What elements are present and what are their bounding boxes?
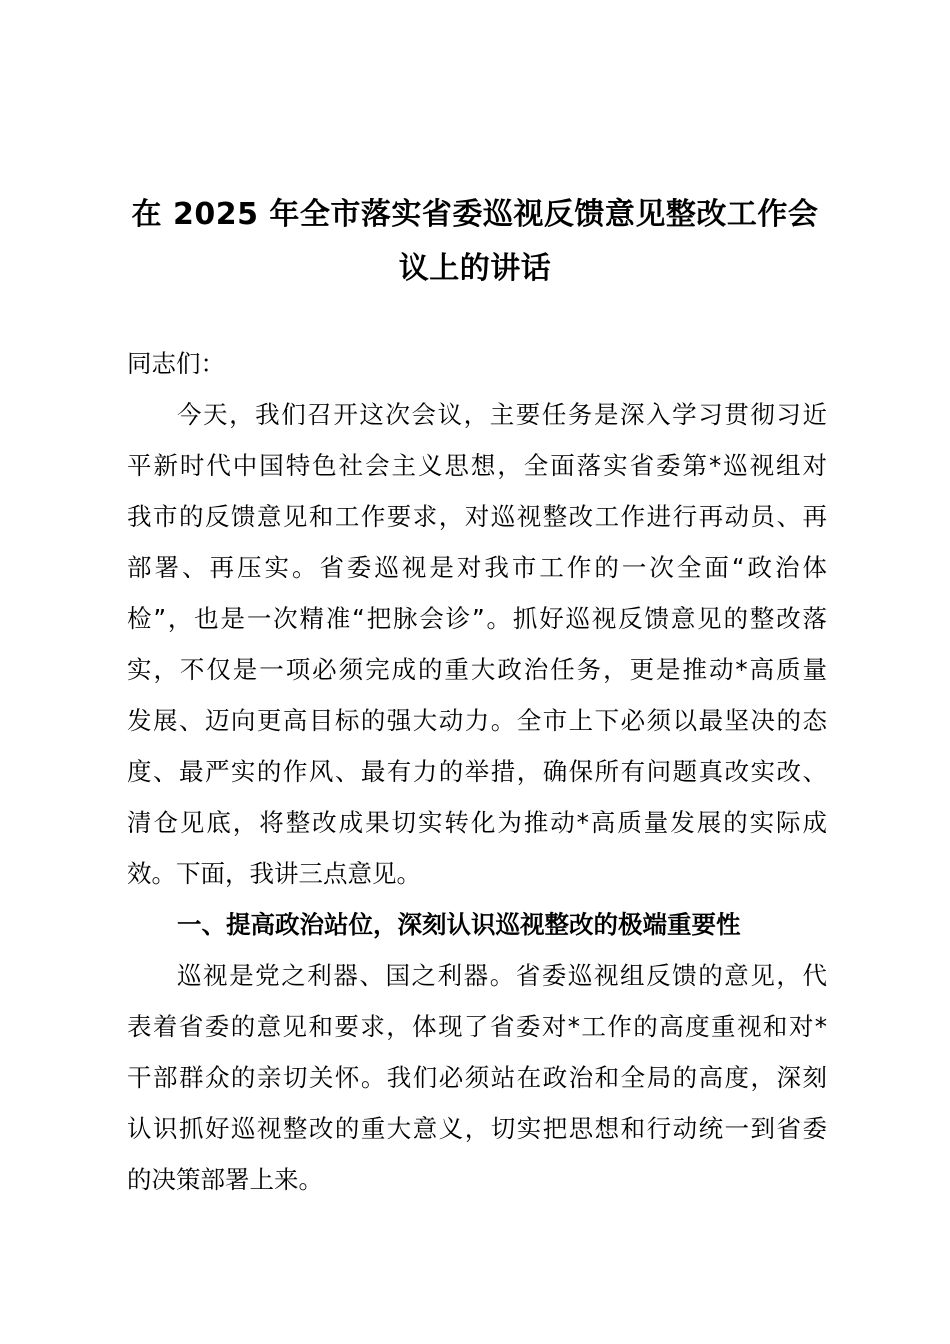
paragraph-1-line: 部署、再压实。省委巡视是对我市工作的一次全面“政治体 [127, 553, 827, 582]
paragraph-2-line: 的决策部署上来。 [127, 1165, 323, 1194]
paragraph-2-line: 干部群众的亲切关怀。我们必须站在政治和全局的高度，深刻 [127, 1063, 827, 1092]
paragraph-1-line: 度、最严实的作风、最有力的举措，确保所有问题真改实改、 [127, 757, 827, 786]
paragraph-1-line: 我市的反馈意见和工作要求，对巡视整改工作进行再动员、再 [127, 502, 827, 531]
paragraph-1-line: 今天，我们召开这次会议，主要任务是深入学习贯彻习近 [177, 400, 827, 429]
paragraph-2-line: 认识抓好巡视整改的重大意义，切实把思想和行动统一到省委 [127, 1114, 827, 1143]
paragraph-2-line: 表着省委的意见和要求，体现了省委对*工作的高度重视和对* [127, 1012, 827, 1041]
paragraph-1-line: 清仓见底，将整改成果切实转化为推动*高质量发展的实际成 [127, 808, 827, 837]
salutation: 同志们： [127, 349, 225, 378]
paragraph-1-line: 检”，也是一次精准“把脉会诊”。抓好巡视反馈意见的整改落 [127, 604, 827, 633]
document-title-line-2: 议上的讲话 [398, 251, 552, 286]
paragraph-1-line: 发展、迈向更高目标的强大动力。全市上下必须以最坚决的态 [127, 706, 827, 735]
paragraph-1-line: 实，不仅是一项必须完成的重大政治任务，更是推动*高质量 [127, 655, 827, 684]
paragraph-1-line: 平新时代中国特色社会主义思想，全面落实省委第*巡视组对 [127, 451, 827, 480]
section-1-heading: 一、提高政治站位，深刻认识巡视整改的极端重要性 [177, 910, 741, 939]
paragraph-2-line: 巡视是党之利器、国之利器。省委巡视组反馈的意见，代 [177, 961, 827, 990]
paragraph-1-line: 效。下面，我讲三点意见。 [127, 859, 421, 888]
document-title-line-1: 在 2025 年全市落实省委巡视反馈意见整改工作会 [131, 197, 819, 232]
